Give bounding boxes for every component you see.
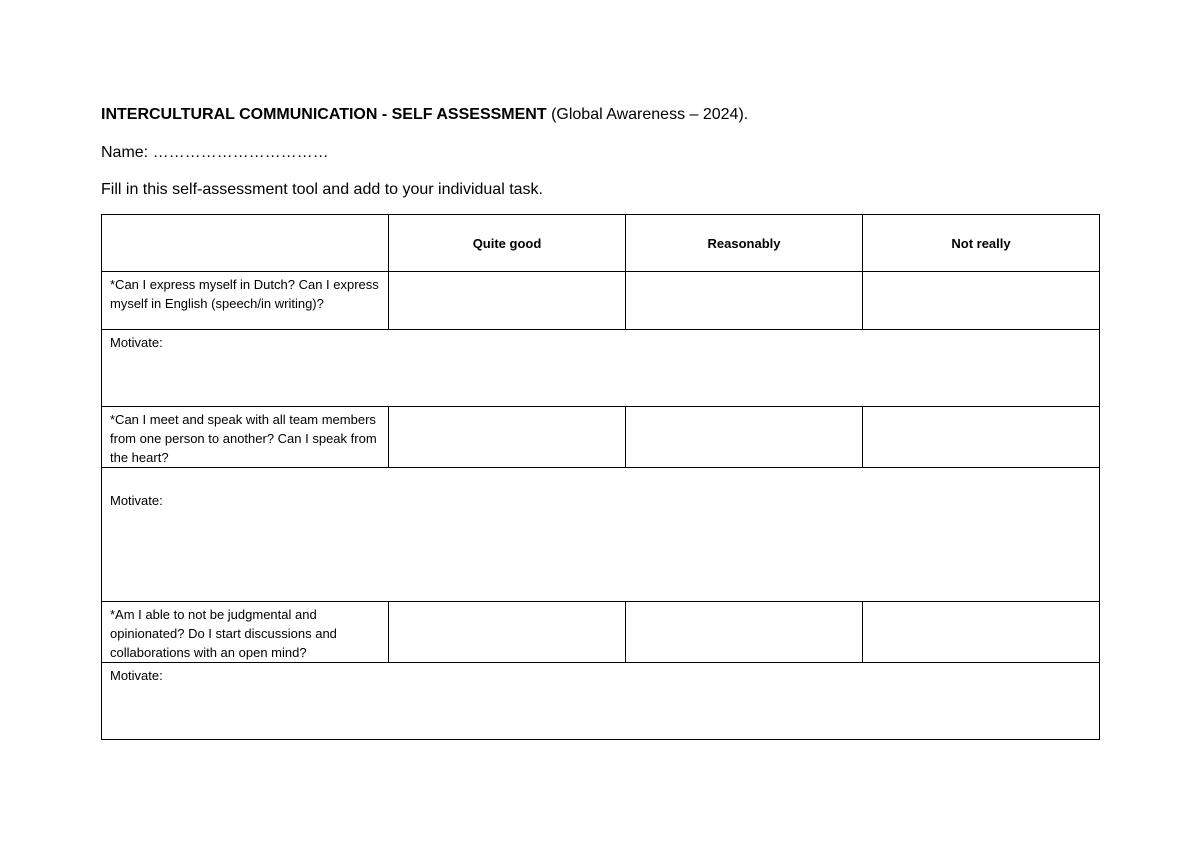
document-title-bold: INTERCULTURAL COMMUNICATION - SELF ASSESSMENT [101,106,547,123]
motivate-label: Motivate: [110,668,163,683]
motivate-cell[interactable] [102,468,1100,602]
rating-cell-not-really[interactable] [863,602,1100,663]
question-cell [102,272,389,330]
question-row-2 [102,407,1100,468]
question-text: *Am I able to not be judgmental and opinionated? Do I start discussions and collaborations with an open mind? [110,607,337,660]
rating-cell-not-really[interactable] [863,407,1100,468]
rating-cell-reasonably[interactable] [626,407,863,468]
rating-cell-quite-good[interactable] [389,407,626,468]
question-row-3 [102,602,1100,663]
rating-cell-reasonably[interactable] [626,602,863,663]
rating-cell-reasonably[interactable] [626,272,863,330]
question-row-1 [102,272,1100,330]
motivate-row-2 [102,468,1100,602]
header-cell-not-really: Not really [863,215,1100,272]
rating-cell-quite-good[interactable] [389,272,626,330]
document-title-suffix: (Global Awareness – 2024). [546,106,749,123]
question-cell [102,407,389,468]
header-cell-reasonably: Reasonably [626,215,863,272]
document-title [101,104,748,126]
question-text: *Can I express myself in Dutch? Can I express myself in English (speech/in writing)? [110,277,379,311]
table-header-row [102,215,1100,272]
self-assessment-table [101,214,1100,740]
rating-cell-quite-good[interactable] [389,602,626,663]
motivate-label: Motivate: [110,335,163,350]
rating-cell-not-really[interactable] [863,272,1100,330]
motivate-cell[interactable] [102,330,1100,407]
instructions-text: Fill in this self-assessment tool and add to your individual task. [101,181,543,198]
name-field-line: Name: …………………………… [101,144,329,161]
motivate-row-1 [102,330,1100,407]
motivate-row-3 [102,663,1100,740]
question-text: *Can I meet and speak with all team members from one person to another? Can I speak from the heart? [110,412,377,465]
question-cell [102,602,389,663]
header-cell-quite-good: Quite good [389,215,626,272]
header-cell-empty [102,215,389,272]
motivate-cell[interactable] [102,663,1100,740]
motivate-label: Motivate: [110,493,163,508]
